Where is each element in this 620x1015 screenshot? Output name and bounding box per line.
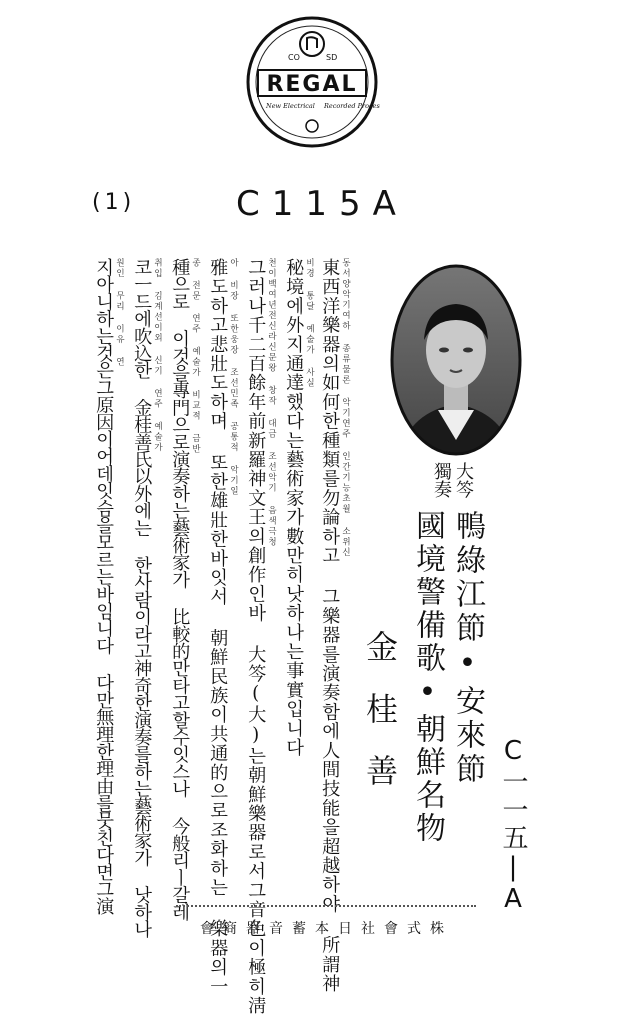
- company-name: 會商器音蓄本日社會式株: [200, 921, 453, 937]
- vertical-catalog-number: C一一五|A: [498, 736, 528, 916]
- top-right-mark: SD: [326, 53, 338, 62]
- song-title-1: 鴨綠江節•安來節: [450, 510, 485, 787]
- description-column-4: 雅도하고悲壯도하며 또한雄壯한바잇서 朝鮮民族이共通的으로조화하는 樂器의一: [207, 258, 229, 996]
- ruby-column-2: 비경 통달 예술가 사실: [304, 258, 315, 389]
- footer-divider: [176, 905, 476, 907]
- regal-label-logo: [244, 14, 380, 150]
- brand-name: REGAL: [266, 72, 358, 97]
- song-title-2: 國境警備歌•朝鮮名物: [410, 510, 445, 845]
- instrument-label: 大笒: [453, 462, 474, 498]
- left-small-text: New Electrical: [266, 102, 315, 110]
- catalog-number: C115A: [236, 184, 408, 224]
- description-column-2: 秘境에外지通達했다는藝術家가數만히낫하나는事實입니다: [283, 258, 305, 758]
- ruby-column-5: 종 전문 연주 예술가 비교적 금반: [190, 258, 201, 455]
- artist-name: 金桂善: [361, 630, 399, 816]
- description-column-3: 그러나千二百餘年前新羅神文王의創作인바 大笒(大)는朝鮮樂器로서그音色이極히淸: [245, 258, 267, 1015]
- ruby-column-3: 천이백여년전신라신문왕 창작 대금 조선악기 음색극청: [266, 258, 277, 548]
- description-column-5: 種으로 이것을專門으로演奏하는藝術家가 比較的만타고할수잇스나 今般리ㅣ갈레: [169, 258, 191, 920]
- ruby-column-7: 원인 무리 이유 연: [114, 258, 125, 368]
- description-column-7: 지아니하는것은그原因이어데잇슴을모르는바임니다 다만無理한理由를뭇친다면그演: [93, 258, 115, 915]
- mode-label: 獨奏: [431, 462, 452, 498]
- ruby-column-1: 동서양악기여하 종류물론 악기연주 인간기능초월 소위신: [340, 258, 351, 558]
- top-left-mark: CO: [288, 53, 300, 62]
- description-column-6: 코ㅡ드에吹込한 金桂善氏以外에는 한사람이라고神奇한演奏를하는藝術家가 낫하나: [131, 258, 153, 938]
- side-number: (1): [92, 190, 136, 215]
- ruby-column-6: 취입 김계선이외 신기 연주 예술가: [152, 258, 163, 453]
- right-small-text: Recorded Process: [324, 102, 380, 110]
- description-column-1: 東西洋樂器의如何한種類를勿論하고 그樂器를演奏함에人間技能을超越하야 所謂神: [319, 258, 341, 994]
- artist-portrait: [388, 262, 524, 458]
- ruby-column-4: 아 비장 또한웅장 조선민족 공통적 악기일: [228, 258, 239, 497]
